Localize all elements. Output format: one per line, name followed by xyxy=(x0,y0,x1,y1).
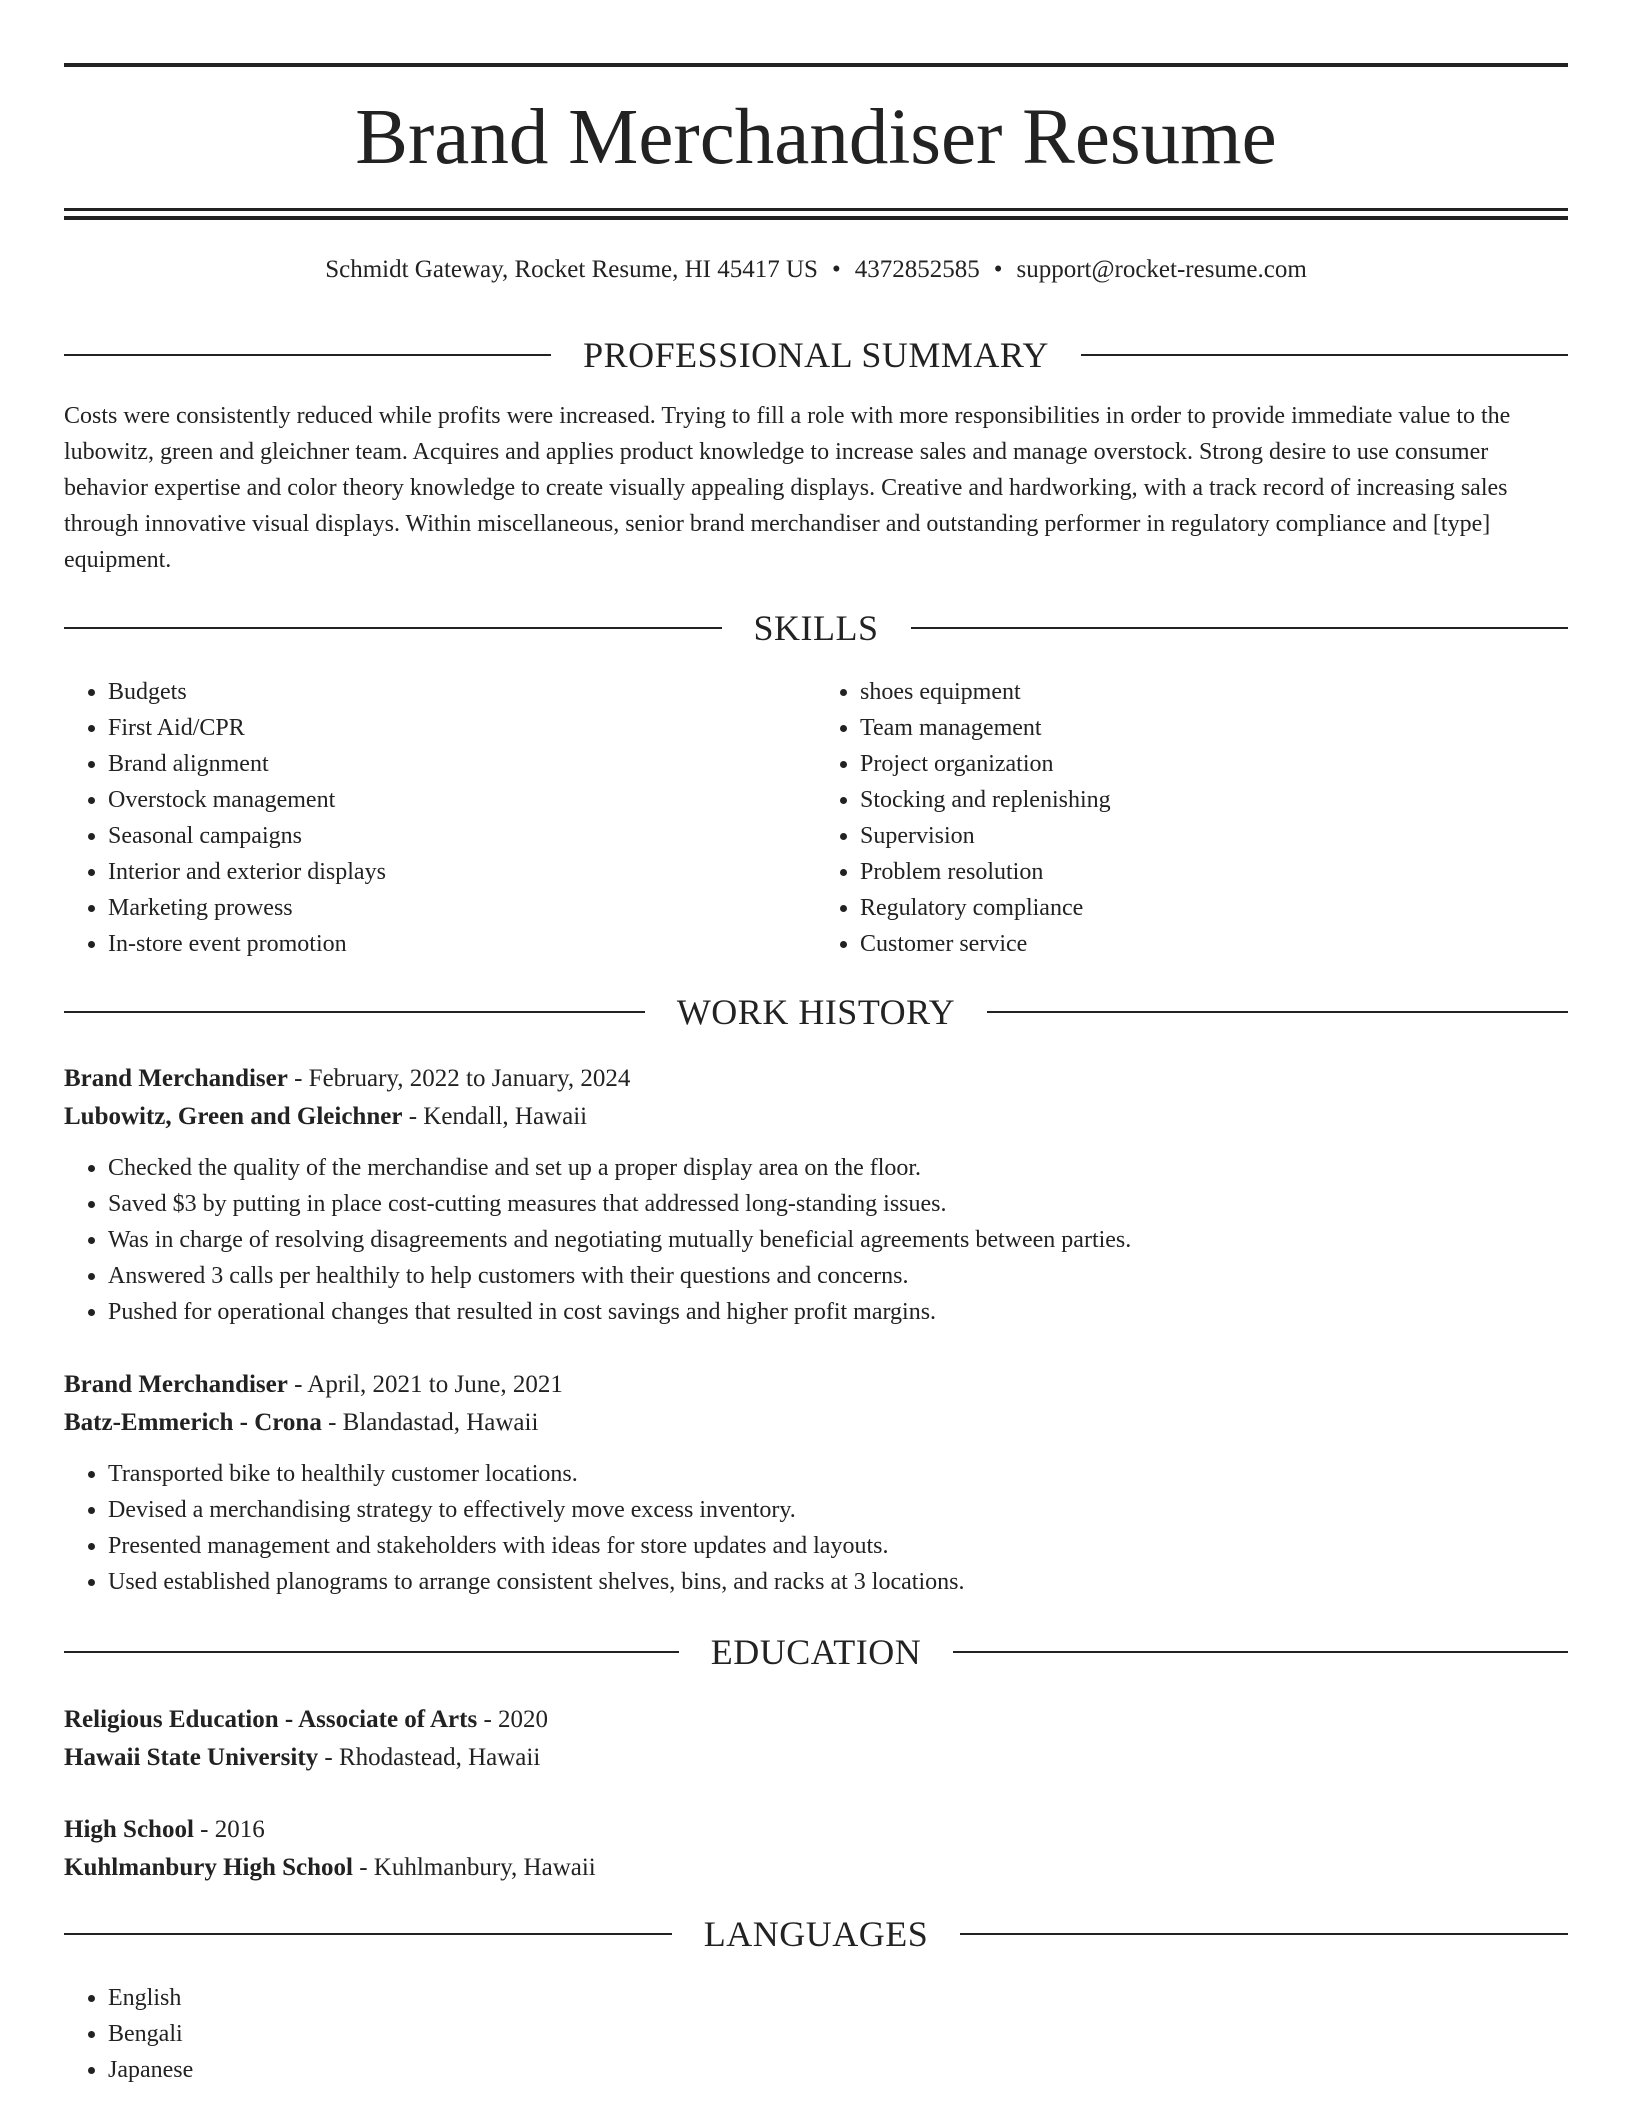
education-school-line xyxy=(64,1739,1568,1777)
education-location: - Kuhlmanbury, Hawaii xyxy=(352,1854,596,1881)
list-item: • Saved $3 by putting in place cost-cutting measures that addressed long-standing issues. xyxy=(108,1186,1568,1222)
list-item: • In-store event promotion xyxy=(108,926,816,962)
education-location: - Rhodastead, Hawaii xyxy=(318,1744,541,1771)
list-item: • Team management xyxy=(860,710,1568,746)
section-title: WORK HISTORY xyxy=(676,992,956,1032)
list-item: • English xyxy=(108,1980,1568,2016)
skills-list xyxy=(64,674,1568,962)
job-bullets xyxy=(64,1150,1568,1330)
page-title: Brand Merchandiser Resume xyxy=(355,94,1277,181)
section-rule xyxy=(64,354,551,356)
job-entry xyxy=(64,1366,1568,1600)
skills-column-right xyxy=(816,674,1568,962)
top-rule xyxy=(64,63,1568,67)
job-dates: - February, 2022 to January, 2024 xyxy=(287,1065,631,1092)
list-item: • Was in charge of resolving disagreements and negotiating mutually beneficial agreements between parties. xyxy=(108,1222,1568,1258)
list-item: • Japanese xyxy=(108,2052,1568,2088)
title-rule-thick xyxy=(64,216,1568,220)
section-rule xyxy=(953,1651,1568,1653)
list-item: • Brand alignment xyxy=(108,746,816,782)
list-item: • Used established planograms to arrange consistent shelves, bins, and racks at 3 locations. xyxy=(108,1564,1568,1600)
education-entry xyxy=(64,1701,1568,1777)
section-rule xyxy=(960,1933,1568,1935)
list-item: • Customer service xyxy=(860,926,1568,962)
list-item: • Devised a merchandising strategy to effectively move excess inventory. xyxy=(108,1492,1568,1528)
list-item: • Seasonal campaigns xyxy=(108,818,816,854)
list-item: • Answered 3 calls per healthily to help customers with their questions and concerns. xyxy=(108,1258,1568,1294)
contact-address: Schmidt Gateway, Rocket Resume, HI 45417 US xyxy=(325,256,818,283)
job-entry xyxy=(64,1060,1568,1330)
job-title-line xyxy=(64,1060,1568,1098)
job-company: Lubowitz, Green and Gleichner xyxy=(64,1103,403,1130)
education-school: Hawaii State University xyxy=(64,1744,319,1771)
education-year: - 2020 xyxy=(477,1706,549,1733)
contact-phone: 4372852585 xyxy=(854,256,980,283)
section-title: SKILLS xyxy=(753,608,879,648)
job-company: Batz-Emmerich - Crona xyxy=(64,1409,322,1436)
section-rule xyxy=(64,1933,672,1935)
education-entry xyxy=(64,1811,1568,1887)
section-header-skills xyxy=(64,606,1568,650)
section-title: EDUCATION xyxy=(710,1632,922,1672)
list-item: • Presented management and stakeholders with ideas for store updates and layouts. xyxy=(108,1528,1568,1564)
list-item: • Bengali xyxy=(108,2016,1568,2052)
list-item: • Project organization xyxy=(860,746,1568,782)
job-role: Brand Merchandiser xyxy=(64,1065,288,1092)
job-role: Brand Merchandiser xyxy=(64,1371,288,1398)
contact-line xyxy=(64,252,1568,288)
section-header-languages xyxy=(64,1912,1568,1956)
contact-separator: • xyxy=(831,256,841,283)
list-item: • Budgets xyxy=(108,674,816,710)
section-rule xyxy=(64,1011,645,1013)
list-item: • Regulatory compliance xyxy=(860,890,1568,926)
job-dates: - April, 2021 to June, 2021 xyxy=(287,1371,563,1398)
title-rule-thin xyxy=(64,208,1568,211)
education-degree-line xyxy=(64,1701,1568,1739)
section-header-summary xyxy=(64,333,1568,377)
section-rule xyxy=(987,1011,1568,1013)
list-item: • Stocking and replenishing xyxy=(860,782,1568,818)
section-rule xyxy=(64,627,722,629)
summary-text: Costs were consistently reduced while profits were increased. Trying to fill a role with more responsibilities in order to provide immediate value to the lubowitz, green and gleichner team. Acquires and applies product knowledge to increase sales and manage overstock. Strong desire to use consumer behavior expertise and color theory knowledge to create visually appealing displays. Creative and hardworking, with a track record of increasing sales through innovative visual displays. Within miscellaneous, senior brand merchandiser and outstanding performer in regulatory compliance and [type] equipment. xyxy=(64,403,1511,573)
list-item: • Pushed for operational changes that resulted in cost savings and higher profit margins. xyxy=(108,1294,1568,1330)
education-degree: Religious Education - Associate of Arts xyxy=(64,1706,478,1733)
list-item: • Interior and exterior displays xyxy=(108,854,816,890)
section-title: LANGUAGES xyxy=(703,1914,929,1954)
contact-separator: • xyxy=(993,256,1003,283)
section-title: PROFESSIONAL SUMMARY xyxy=(583,335,1049,375)
list-item: • First Aid/CPR xyxy=(108,710,816,746)
list-item: • Marketing prowess xyxy=(108,890,816,926)
list-item: • Overstock management xyxy=(108,782,816,818)
section-header-education xyxy=(64,1630,1568,1674)
list-item: • Checked the quality of the merchandise and set up a proper display area on the floor. xyxy=(108,1150,1568,1186)
section-header-work-history xyxy=(64,990,1568,1034)
job-bullets xyxy=(64,1456,1568,1600)
job-company-line xyxy=(64,1404,1568,1442)
contact-email: support@rocket-resume.com xyxy=(1016,256,1307,283)
job-location: - Kendall, Hawaii xyxy=(402,1103,588,1130)
list-item: • Transported bike to healthily customer locations. xyxy=(108,1456,1568,1492)
list-item: • Problem resolution xyxy=(860,854,1568,890)
education-year: - 2016 xyxy=(193,1816,265,1843)
education-degree: High School xyxy=(64,1816,194,1843)
languages-list xyxy=(64,1980,1568,2088)
list-item: • shoes equipment xyxy=(860,674,1568,710)
education-degree-line xyxy=(64,1811,1568,1849)
job-location: - Blandastad, Hawaii xyxy=(321,1409,539,1436)
section-rule xyxy=(1081,354,1568,356)
education-school-line xyxy=(64,1849,1568,1887)
job-title-line xyxy=(64,1366,1568,1404)
education-school: Kuhlmanbury High School xyxy=(64,1854,353,1881)
job-company-line xyxy=(64,1098,1568,1136)
list-item: • Supervision xyxy=(860,818,1568,854)
section-rule xyxy=(64,1651,679,1653)
section-rule xyxy=(911,627,1569,629)
skills-column-left xyxy=(64,674,816,962)
